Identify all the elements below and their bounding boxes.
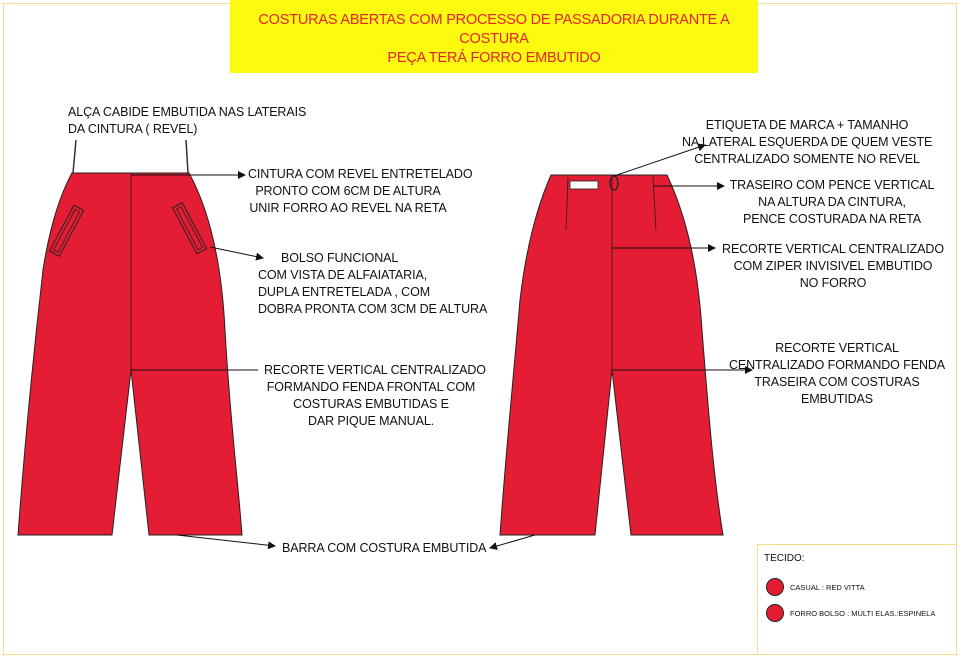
note-pocket-line: COM VISTA DE ALFAIATARIA, (258, 268, 428, 282)
note-front-seam-line: FORMANDO FENDA FRONTAL COM (266, 380, 476, 394)
note-hanger-line: ALÇA CABIDE EMBUTIDA NAS LATERAIS (68, 105, 307, 119)
fabric-swatch-lining (766, 604, 784, 622)
note-waistband-line: PRONTO COM 6CM DE ALTURA (255, 184, 441, 198)
fabric-title: TECIDO: (764, 553, 805, 564)
header-line-1: COSTURAS ABERTAS COM PROCESSO DE PASSADORIA DURANTE A COSTURA (258, 12, 730, 47)
back-skirt (500, 175, 723, 535)
back-skirt-shape (500, 175, 723, 535)
note-back-seam-line: TRASEIRA COM COSTURAS (754, 375, 920, 389)
note-darts-line: NA ALTURA DA CINTURA, (758, 195, 906, 209)
note-label-line: ETIQUETA DE MARCA + TAMANHO (705, 118, 909, 132)
note-front-seam-line: COSTURAS EMBUTIDAS E (293, 397, 449, 411)
fabric-legend (757, 544, 957, 655)
note-waistband-line: UNIR FORRO AO REVEL NA RETA (249, 201, 447, 215)
fabric-swatch-casual (766, 578, 784, 596)
note-zipper-line: NO FORRO (799, 276, 867, 290)
note-waistband-line: CINTURA COM REVEL ENTRETELADO (248, 167, 473, 181)
fabric-label-lining: FORRO BOLSO : MULTI ELAS.:ESPINELA (790, 609, 936, 618)
arrow-hem-back (490, 535, 535, 548)
note-hanger (68, 104, 306, 138)
note-zipper-line: COM ZIPER INVISIVEL EMBUTIDO (733, 259, 933, 273)
note-label-line: CENTRALIZADO SOMENTE NO REVEL (694, 152, 920, 166)
arrow-hem-front (177, 535, 275, 546)
note-label (682, 117, 932, 168)
front-skirt-shape (18, 173, 242, 535)
note-label-line: NA LATERAL ESQUERDA DE QUEM VESTE (682, 135, 933, 149)
note-hem: BARRA COM COSTURA EMBUTIDA (282, 541, 487, 555)
note-front-seam (264, 362, 486, 430)
note-darts-line: PENCE COSTURADA NA RETA (742, 212, 922, 226)
hanger-loop-left (73, 140, 76, 173)
note-pocket-line: BOLSO FUNCIONAL (281, 251, 399, 265)
note-back-seam-line: EMBUTIDAS (800, 392, 874, 406)
note-front-seam-line: DAR PIQUE MANUAL. (307, 414, 435, 428)
arrow-pocket (210, 247, 263, 258)
note-back-seam-line: CENTRALIZADO FORMANDO FENDA (728, 358, 946, 372)
header-line-2: PEÇA TERÁ FORRO EMBUTIDO (387, 50, 601, 66)
note-back-seam (724, 340, 950, 408)
note-zipper-line: RECORTE VERTICAL CENTRALIZADO (722, 242, 944, 256)
note-pocket-line: DOBRA PRONTA COM 3CM DE ALTURA (258, 302, 488, 316)
brand-label-patch (570, 181, 598, 189)
front-skirt (18, 140, 242, 535)
fabric-label-casual: CASUAL : RED VITTA (790, 583, 865, 592)
note-pocket-line: DUPLA ENTRETELADA , COM (258, 285, 431, 299)
hanger-loop-right (186, 140, 188, 173)
note-waistband (248, 166, 473, 217)
note-front-seam-line: RECORTE VERTICAL CENTRALIZADO (264, 363, 486, 377)
note-darts-line: TRASEIRO COM PENCE VERTICAL (729, 178, 935, 192)
note-hanger-line: DA CINTURA ( REVEL) (68, 122, 198, 136)
note-zipper (718, 241, 948, 292)
note-back-seam-line: RECORTE VERTICAL (775, 341, 899, 355)
note-pocket (258, 250, 487, 318)
note-darts (727, 177, 937, 228)
